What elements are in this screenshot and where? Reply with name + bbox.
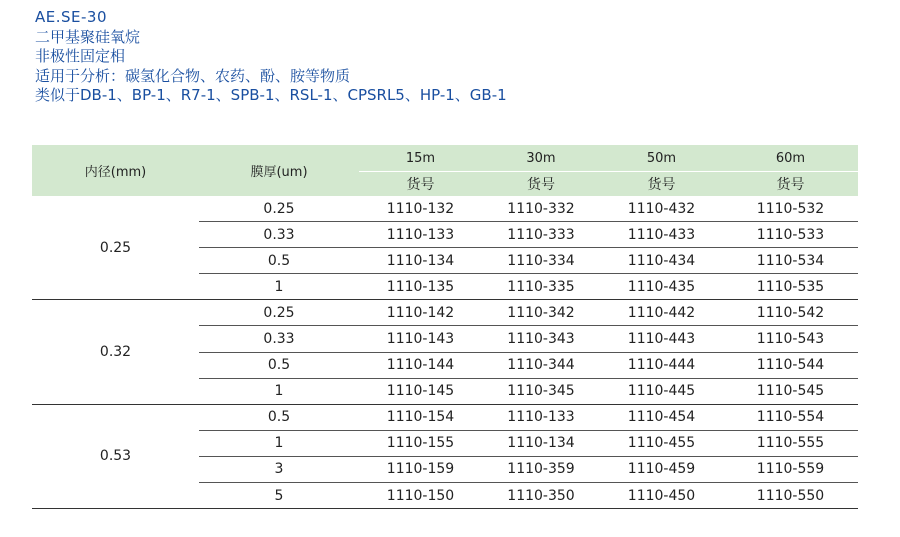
part-number-cell: 1110-533 xyxy=(723,222,858,248)
part-number-cell: 1110-450 xyxy=(600,483,723,509)
part-number-cell: 1110-544 xyxy=(723,352,858,378)
film-thickness-cell: 1 xyxy=(199,430,359,456)
film-thickness-cell: 0.25 xyxy=(199,300,359,326)
part-number-cell: 1110-334 xyxy=(482,248,600,274)
part-number-cell: 1110-332 xyxy=(482,196,600,222)
inner-diameter-cell: 0.32 xyxy=(32,300,199,404)
applications-text: 适用于分析：碳氢化合物、农药、酚、胺等物质 xyxy=(35,66,351,85)
part-number-cell: 1110-443 xyxy=(600,326,723,352)
part-number-cell: 1110-545 xyxy=(723,378,858,404)
film-thickness-cell: 1 xyxy=(199,378,359,404)
table-row xyxy=(32,196,858,222)
part-number-cell: 1110-143 xyxy=(359,326,482,352)
film-thickness-cell: 0.25 xyxy=(199,196,359,222)
film-thickness-cell: 0.5 xyxy=(199,248,359,274)
part-number-cell: 1110-542 xyxy=(723,300,858,326)
part-number-cell: 1110-333 xyxy=(482,222,600,248)
part-number-cell: 1110-359 xyxy=(482,456,600,482)
equivalents-text: 类似于DB-1、BP-1、R7-1、SPB-1、RSL-1、CPSRL5、HP-1、GB-1 xyxy=(35,86,507,104)
part-number-cell: 1110-550 xyxy=(723,483,858,509)
part-number-cell: 1110-442 xyxy=(600,300,723,326)
film-thickness-cell: 3 xyxy=(199,456,359,482)
part-number-cell: 1110-459 xyxy=(600,456,723,482)
part-number-cell: 1110-543 xyxy=(723,326,858,352)
part-number-cell: 1110-435 xyxy=(600,274,723,300)
part-number-cell: 1110-133 xyxy=(482,404,600,430)
film-thickness-cell: 0.33 xyxy=(199,326,359,352)
film-thickness-cell: 0.5 xyxy=(199,404,359,430)
product-code: AE.SE-30 xyxy=(35,8,108,26)
part-number-cell: 1110-134 xyxy=(482,430,600,456)
part-number-cell: 1110-150 xyxy=(359,483,482,509)
part-no-header: 货号 xyxy=(482,172,600,197)
part-number-cell: 1110-434 xyxy=(600,248,723,274)
part-number-cell: 1110-344 xyxy=(482,352,600,378)
film-thickness-header: 膜厚(um) xyxy=(199,145,359,196)
part-number-cell: 1110-142 xyxy=(359,300,482,326)
part-number-cell: 1110-445 xyxy=(600,378,723,404)
part-number-cell: 1110-343 xyxy=(482,326,600,352)
part-number-cell: 1110-133 xyxy=(359,222,482,248)
part-number-cell: 1110-559 xyxy=(723,456,858,482)
part-number-cell: 1110-135 xyxy=(359,274,482,300)
part-number-table xyxy=(32,145,858,509)
part-number-cell: 1110-154 xyxy=(359,404,482,430)
length-header-15m: 15m xyxy=(359,145,482,172)
table-row xyxy=(32,404,858,430)
part-number-cell: 1110-159 xyxy=(359,456,482,482)
inner-diameter-cell: 0.25 xyxy=(32,196,199,300)
length-header-30m: 30m xyxy=(482,145,600,172)
part-number-cell: 1110-555 xyxy=(723,430,858,456)
part-number-cell: 1110-132 xyxy=(359,196,482,222)
part-no-header: 货号 xyxy=(359,172,482,197)
length-header-60m: 60m xyxy=(723,145,858,172)
part-number-cell: 1110-432 xyxy=(600,196,723,222)
part-number-cell: 1110-345 xyxy=(482,378,600,404)
film-thickness-cell: 1 xyxy=(199,274,359,300)
product-header xyxy=(35,8,507,106)
part-number-cell: 1110-454 xyxy=(600,404,723,430)
part-no-header: 货号 xyxy=(600,172,723,197)
polarity-description: 非极性固定相 xyxy=(35,47,126,65)
part-number-cell: 1110-535 xyxy=(723,274,858,300)
part-no-header: 货号 xyxy=(723,172,858,197)
part-number-cell: 1110-554 xyxy=(723,404,858,430)
length-header-50m: 50m xyxy=(600,145,723,172)
table-header xyxy=(32,145,858,196)
inner-diameter-header: 内径(mm) xyxy=(32,145,199,196)
inner-diameter-cell: 0.53 xyxy=(32,404,199,508)
part-number-cell: 1110-144 xyxy=(359,352,482,378)
film-thickness-cell: 0.5 xyxy=(199,352,359,378)
table-row xyxy=(32,300,858,326)
part-number-cell: 1110-444 xyxy=(600,352,723,378)
part-number-cell: 1110-532 xyxy=(723,196,858,222)
part-number-cell: 1110-335 xyxy=(482,274,600,300)
part-number-cell: 1110-455 xyxy=(600,430,723,456)
table-body xyxy=(32,196,858,509)
film-thickness-cell: 0.33 xyxy=(199,222,359,248)
part-number-cell: 1110-134 xyxy=(359,248,482,274)
stationary-phase-name: 二甲基聚硅氧烷 xyxy=(35,27,141,46)
part-number-cell: 1110-534 xyxy=(723,248,858,274)
part-number-cell: 1110-145 xyxy=(359,378,482,404)
part-number-cell: 1110-433 xyxy=(600,222,723,248)
part-number-cell: 1110-155 xyxy=(359,430,482,456)
part-number-cell: 1110-342 xyxy=(482,300,600,326)
film-thickness-cell: 5 xyxy=(199,483,359,509)
part-number-cell: 1110-350 xyxy=(482,483,600,509)
